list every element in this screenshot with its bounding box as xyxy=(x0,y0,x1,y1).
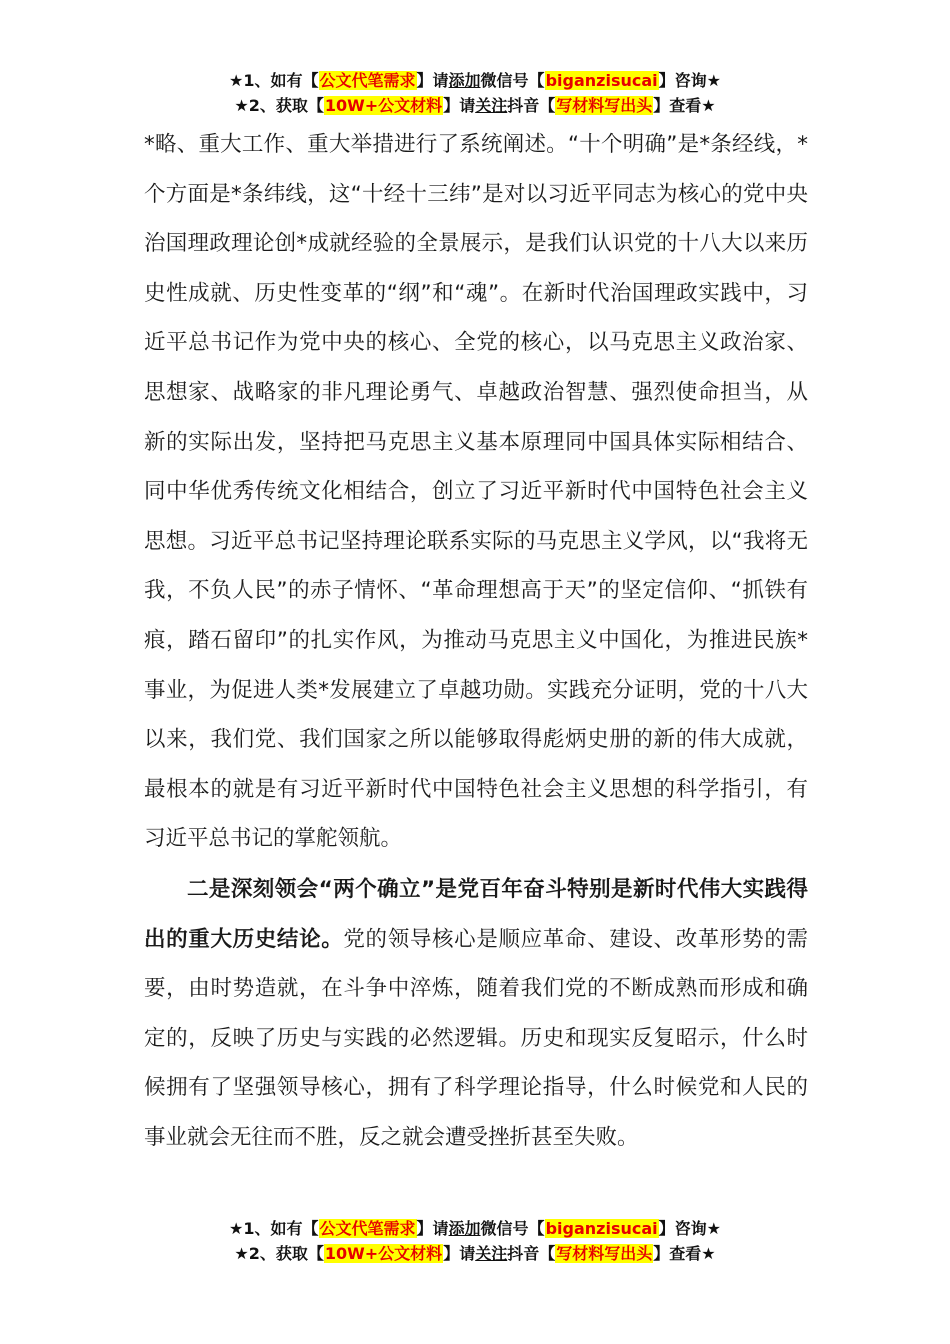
banner-line1-prefix: ★1、如有【 xyxy=(229,71,319,90)
header-banner xyxy=(0,68,950,118)
footer-wechat-id-highlight: biganzisucai xyxy=(545,1219,658,1238)
footer-banner xyxy=(0,1216,950,1266)
banner-line1-suffix: 】咨询★ xyxy=(658,71,721,90)
paragraph-continued: *略、重大工作、重大举措进行了系统阐述。“十个明确”是*条经线，*个方面是*条纬线，这“十经十三纬”是对以习近平同志为核心的党中央治国理政理论创*成就经验的全景展示，是我们认识党的十八大以来历史性成就、历史性变革的“纲”和“魂”。在新时代治国理政实践中，习近平总书记作为党中央的核心、全党的核心，以马克思主义政治家、思想家、战略家的非凡理论勇气、卓越政治智慧、强烈使命担当，从新的实际出发，坚持把马克思主义基本原理同中国具体实际相结合、同中华优秀传统文化相结合，创立了习近平新时代中国特色社会主义思想。习近平总书记坚持理论联系实际的马克思主义学风，以“我将无我，不负人民”的赤子情怀、“革命理想高于天”的坚定信仰、“抓铁有痕，踏石留印”的扎实作风，为推动马克思主义中国化，为推进民族*事业，为促进人类*发展建立了卓越功勋。实践充分证明，党的十八大以来，我们党、我们国家之所以能够取得彪炳史册的新的伟大成就，最根本的就是有习近平新时代中国特色社会主义思想的科学指引，有习近平总书记的掌舵领航。 xyxy=(144,132,808,852)
footer-douyin-account-highlight: 写材料写出头 xyxy=(556,1244,653,1263)
footer-materials-highlight: 10W+公文材料 xyxy=(324,1244,443,1263)
add-underlined: 添加 xyxy=(448,71,481,90)
wechat-id-highlight: biganzisucai xyxy=(545,71,658,90)
banner-line1-please: 】请 xyxy=(416,71,449,90)
footer-line-2 xyxy=(0,1241,950,1266)
banner-line-1 xyxy=(0,68,950,93)
banner-line-2 xyxy=(0,93,950,118)
footer-add-underlined: 添加 xyxy=(448,1219,481,1238)
footer-line1-please: 】请 xyxy=(416,1219,449,1238)
document-body xyxy=(144,120,808,1162)
footer-line1-prefix: ★1、如有【 xyxy=(229,1219,319,1238)
banner-line2-prefix: ★2、获取【 xyxy=(234,96,324,115)
paragraph-two xyxy=(144,865,808,1163)
footer-service-highlight: 公文代笔需求 xyxy=(319,1219,416,1238)
douyin-account-highlight: 写材料写出头 xyxy=(556,96,653,115)
footer-line2-douyin: 抖音【 xyxy=(507,1244,556,1263)
footer-line1-wechat: 微信号【 xyxy=(480,1219,545,1238)
paragraph-two-heading: 二是深刻领会“两个确立”是党百年奋斗特别是新时代伟大实践得出的重大历史结论。 xyxy=(144,876,808,952)
banner-line1-wechat: 微信号【 xyxy=(480,71,545,90)
banner-line2-suffix: 】查看★ xyxy=(653,96,716,115)
footer-line2-please: 】请 xyxy=(443,1244,476,1263)
materials-highlight: 10W+公文材料 xyxy=(324,96,443,115)
footer-follow-underlined: 关注 xyxy=(475,1244,508,1263)
footer-line-1 xyxy=(0,1216,950,1241)
follow-underlined: 关注 xyxy=(475,96,508,115)
banner-line2-douyin: 抖音【 xyxy=(507,96,556,115)
banner-line2-please: 】请 xyxy=(443,96,476,115)
footer-line1-suffix: 】咨询★ xyxy=(658,1219,721,1238)
paragraph-two-text: 党的领导核心是顺应革命、建设、改革形势的需要，由时势造就，在斗争中淬炼，随着我们党的不断成熟而形成和确定的，反映了历史与实践的必然逻辑。历史和现实反复昭示，什么时候拥有了坚强领导核心，拥有了科学理论指导，什么时候党和人民的事业就会无往而不胜，反之就会遭受挫折甚至失败。 xyxy=(144,926,808,1150)
footer-line2-suffix: 】查看★ xyxy=(653,1244,716,1263)
footer-line2-prefix: ★2、获取【 xyxy=(234,1244,324,1263)
service-highlight: 公文代笔需求 xyxy=(319,71,416,90)
